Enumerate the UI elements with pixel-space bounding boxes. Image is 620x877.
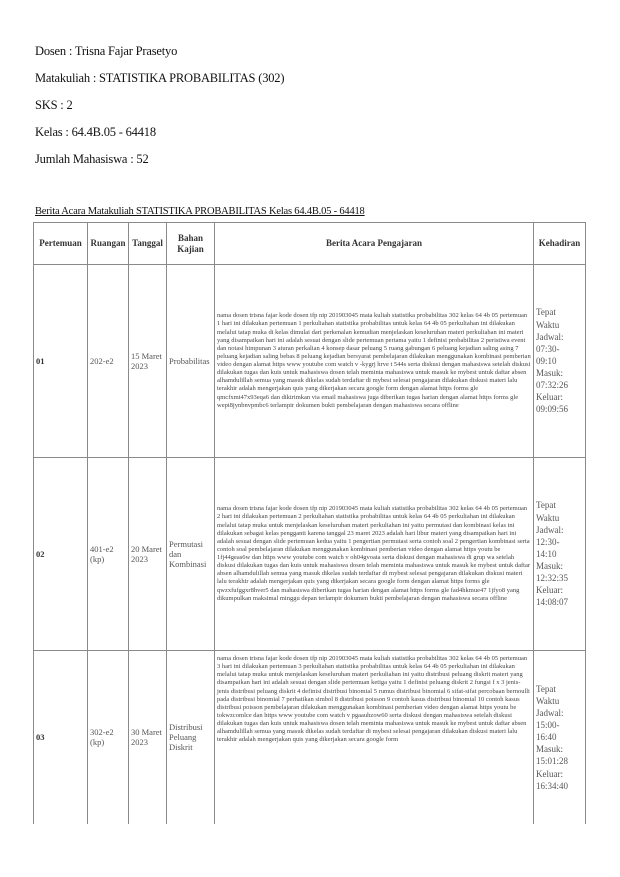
sks-info: SKS : 2 [35,98,73,112]
kehadiran-line: 16:40 [536,732,557,743]
pertemuan-cell: 01 [34,265,88,458]
kehadiran-line: Keluar: [536,392,563,403]
kelas-info: Kelas : 64.4B.05 - 64418 [35,125,156,139]
berita-acara-table [33,222,586,824]
ruangan-cell: 202-e2 [88,265,129,458]
kehadiran-line: Jadwal: [536,331,564,342]
kehadiran-cell [534,458,586,651]
ruangan-cell: 302-e2 (kp) [88,651,129,824]
kehadiran-line: 07:32:26 [536,380,569,391]
kehadiran-line: 15:00- [536,720,560,731]
kehadiran-line: 09:10 [536,355,557,366]
table-title: Berita Acara Matakuliah STATISTIKA PROBABILITAS Kelas 64.4B.05 - 64418 [35,206,365,217]
ruangan-cell: 401-e2 (kp) [88,458,129,651]
kehadiran-line: 16:34:40 [536,780,569,791]
matakuliah-info: Matakuliah : STATISTIKA PROBABILITAS (302) [35,71,285,85]
berita-acara-cell: nama dosen trisna fajar kode dosen tfp nip 201903045 mata kuliah statistika probabilitas 302 kelas 64 4b 05 pertemuan 1 hari ini dilakukan pertemuan 1 perkuliahan statistika probabilitas untuk kelas 64 4b 05 perkuliahan ini dilakukan melalui tatap muka di kelas dimulai dari perkenalan kemudian menjelaskan keseluruhan materi perkuliahan ini materi yang disampaikan hari ini adalah sesuai dengan slide pertemuan pertama yaitu 1 definisi probabilitas 2 peristiwa event dan notasi himpunan 3 aturan perkalian 4 konsep dasar peluang 5 ruang gabungan 6 peluang kejadian saling asing 7 peluang kejadian saling bebas 8 peluang kejadian bersyarat pembelajaran dilakukan menggunakan kombinasi pemberian video dengan alamat https www youtube com watch v -kygrj hrve t 544s serta diskusi dengan mahasiswa setelah diskusi dilakukan tugas dan kuis untuk mahasiswa dosen telah meminta mahasiswa untuk masuk ke mybest untuk daftar absen alhamdulillah semua yang masuk dikelas sudah terdaftar di mybest selesai pengajaran dilakukan diskusi materi lalu terakhir adalah mengerjakan quis yang dikerjakan secara google form dengan alamat https forms gle qmcfxmt47x93eqa6 dan dikirimkan via email mahasiswa juga diberikan tugas harian dengan alamat https forms gle wepi8jynbnvpmbc6 terlampir dokumen bukti pembelajaran dengan mahasiswa secara offline [215,265,534,458]
kehadiran-line: 09:09:56 [536,404,569,415]
column-header-pertemuan: Pertemuan [34,223,88,265]
kehadiran-cell [534,651,586,824]
kehadiran-line: 07:30- [536,343,560,354]
bahan-kajian-cell: Probabilitas [167,265,215,458]
table-row [34,651,586,824]
kehadiran-line: Masuk: [536,744,563,755]
table-header-row [34,223,586,265]
column-header-kehadiran: Kehadiran [534,223,586,265]
kehadiran-line: 14:10 [536,548,557,559]
kehadiran-line: 12:32:35 [536,573,569,584]
kehadiran-line: 14:08:07 [536,597,569,608]
kehadiran-line: Jadwal: [536,707,564,718]
kehadiran-line: Masuk: [536,368,563,379]
kehadiran-line: Keluar: [536,585,563,596]
kehadiran-line: Tepat [536,683,556,694]
bahan-kajian-cell: Distribusi Peluang Diskrit [167,651,215,824]
kehadiran-line: 12:30- [536,536,560,547]
berita-acara-cell: nama dosen trisna fajar kode dosen tfp nip 201903045 mata kuliah statistika probabilitas 302 kelas 64 4b 05 pertemuan 3 hari ini dilakukan pertemuan 3 perkuliahan statistika probabilitas untuk kelas 64 4b 05 perkuliahan ini dilakukan melalui tatap muka untuk menjelaskan keseluruhan materi perkuliahan ini yaitu distribusi peluang diskrit materi yang disampaikan hari ini adalah sesuai dengan slide pertemuan ketiga yaitu 1 definisi peluang diskrit 2 fungsi f x 3 jenis-jenis distribusi peluang diskrit 4 definisi distribusi binomial 5 rumus distribusi binomial 6 sifat-sifat percobaan bernoulli pada distribusi binomial 7 perhatikan simbol 8 distribusi poisson 9 contoh kasus distribusi binomial 10 contoh kasus distribusi poisson pembelajaran dilakukan menggunakan kombinasi pemberian video dengan alamat https youtu be tokwzcomlce dan https www youtube com watch v pgaauhzow60 serta diskusi dengan mahasiswa setelah diskusi dilakukan tugas dan kuis untuk mahasiswa dosen telah meminta mahasiswa untuk masuk ke mybest untuk daftar absen alhamdulillah semua yang masuk dikelas sudah terdaftar di mybest selesai pengajaran dilakukan diskusi materi lalu terakhir adalah mengerjakan quis yang dikerjakan secara google form [215,651,534,824]
kehadiran-cell [534,265,586,458]
column-header-bahan-kajian: Bahan Kajian [167,223,215,265]
pertemuan-cell: 03 [34,651,88,824]
berita-acara-cell: nama dosen trisna fajar kode dosen tfp nip 201903045 mata kuliah statistika probabilitas 302 kelas 64 4b 05 pertemuan 2 hari ini dilakukan pertemuan 2 perkuliahan statistika probabilitas untuk kelas 64 4b 05 perkuliahan ini dilakukan melalui tatap muka untuk menjelaskan keseluruhan materi perkuliahan ini yaitu permutasi dan kombinasi kelas ini dilakukan sebagai kelas pengganti karena tanggal 23 maret 2023 adalah hari libur materi yang disampaikan hari ini adalah sesuai dengan slide pertemuan kedua yaitu 1 pengertian permutasi serta contoh soal 2 pengertian kombinasi serta contoh soal pembelajaran dilakukan menggunakan kombinasi pemberian video dengan alamat https youtu be 1fj44geas6w dan https www youtube com watch v oh04gvoata serta diskusi dengan mahasiswa di grup wa setelah diskusi dilakukan tugas dan kuis untuk mahasiswa dosen telah meminta mahasiswa untuk masuk ke mybest untuk daftar absen alhamdulillah semua yang masuk dikelas sudah terdaftar di mybest selesai pengajaran dilakukan diskusi materi lalu terakhir adalah mengerjakan quis yang dikerjakan secara google form dengan alamat https forms gle qwzxfufggxr8hver5 dan mahasiswa diberikan tugas harian dengan alamat https forms gle fad4hkmue47 1jfyo8 yang dikumpulkan maksimal minggu depan terlampir dokumen bukti pembelajaran dengan mahasiswa secara offline [215,458,534,651]
kehadiran-line: Tepat [536,307,556,318]
jumlah-mahasiswa-info: Jumlah Mahasiswa : 52 [35,152,149,166]
kehadiran-line: Waktu [536,319,560,330]
bahan-kajian-cell: Permutasi dan Kombinasi [167,458,215,651]
kehadiran-line: Waktu [536,695,560,706]
table-row [34,265,586,458]
kehadiran-line: Masuk: [536,561,563,572]
column-header-berita-acara: Berita Acara Pengajaran [215,223,534,265]
tanggal-cell: 15 Maret 2023 [129,265,167,458]
kehadiran-line: Waktu [536,512,560,523]
tanggal-cell: 20 Maret 2023 [129,458,167,651]
kehadiran-line: Jadwal: [536,524,564,535]
tanggal-cell: 30 Maret 2023 [129,651,167,824]
column-header-ruangan: Ruangan [88,223,129,265]
kehadiran-line: Tepat [536,500,556,511]
dosen-info: Dosen : Trisna Fajar Prasetyo [35,44,178,58]
pertemuan-cell: 02 [34,458,88,651]
kehadiran-line: Keluar: [536,768,563,779]
table-row [34,458,586,651]
kehadiran-line: 15:01:28 [536,756,569,767]
column-header-tanggal: Tanggal [129,223,167,265]
